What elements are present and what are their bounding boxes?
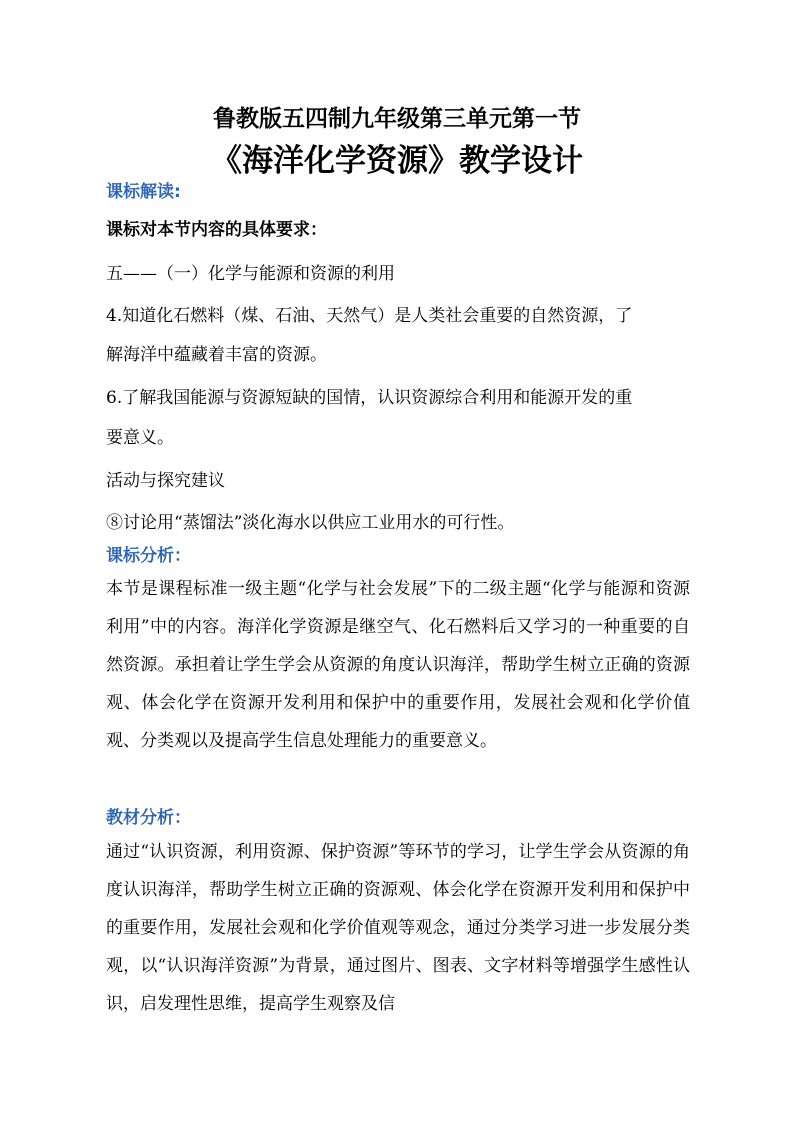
section-subheading-requirements: 课标对本节内容的具体要求：: [106, 220, 327, 240]
requirement-line: 活动与探究建议: [106, 471, 225, 491]
curriculum-analysis-paragraph: 本节是课程标准一级主题“化学与社会发展”下的二级主题“化学与能源和资源利用”中的内容。海洋化学资源是继空气、化石燃料后又学习的一种重要的自然资源。承担着让学生学会从资源的角度认识海洋，帮助学生树立正确的资源观、体会化学在资源开发利用和保护中的重要作用，发展社会观和化学价值观、分类观以及提高学生信息处理能力的重要意义。: [106, 579, 690, 751]
requirement-line: 要意义。: [106, 428, 174, 448]
requirement-line: 4.知道化石燃料（煤、石油、天然气）是人类社会重要的自然资源，了: [106, 306, 633, 326]
requirement-line: 五——（一）化学与能源和资源的利用: [106, 264, 395, 284]
section-heading-curriculum-interpretation: 课标解读:: [106, 182, 181, 202]
document-title: 鲁教版五四制九年级第三单元第一节: [213, 106, 581, 132]
section-heading-textbook-analysis: 教材分析：: [106, 808, 191, 828]
document-subtitle: 《海洋化学资源》教学设计: [211, 143, 583, 179]
requirement-line: ⑧讨论用“蒸馏法”淡化海水以供应工业用水的可行性。: [106, 513, 515, 533]
section-heading-curriculum-analysis: 课标分析：: [106, 546, 191, 566]
requirement-line: 解海洋中蕴藏着丰富的资源。: [106, 345, 327, 365]
requirement-line: 6.了解我国能源与资源短缺的国情，认识资源综合利用和能源开发的重: [106, 388, 633, 408]
textbook-analysis-paragraph: 通过“认识资源，利用资源、保护资源”等环节的学习，让学生学会从资源的角度认识海洋，帮助学生树立正确的资源观、体会化学在资源开发利用和保护中的重要作用，发展社会观和化学价值观等观念，通过分类学习进一步发展分类观，以“认识海洋资源”为背景，通过图片、图表、文字材料等增强学生感性认识，启发理性思维，提高学生观察及信: [106, 842, 690, 1014]
